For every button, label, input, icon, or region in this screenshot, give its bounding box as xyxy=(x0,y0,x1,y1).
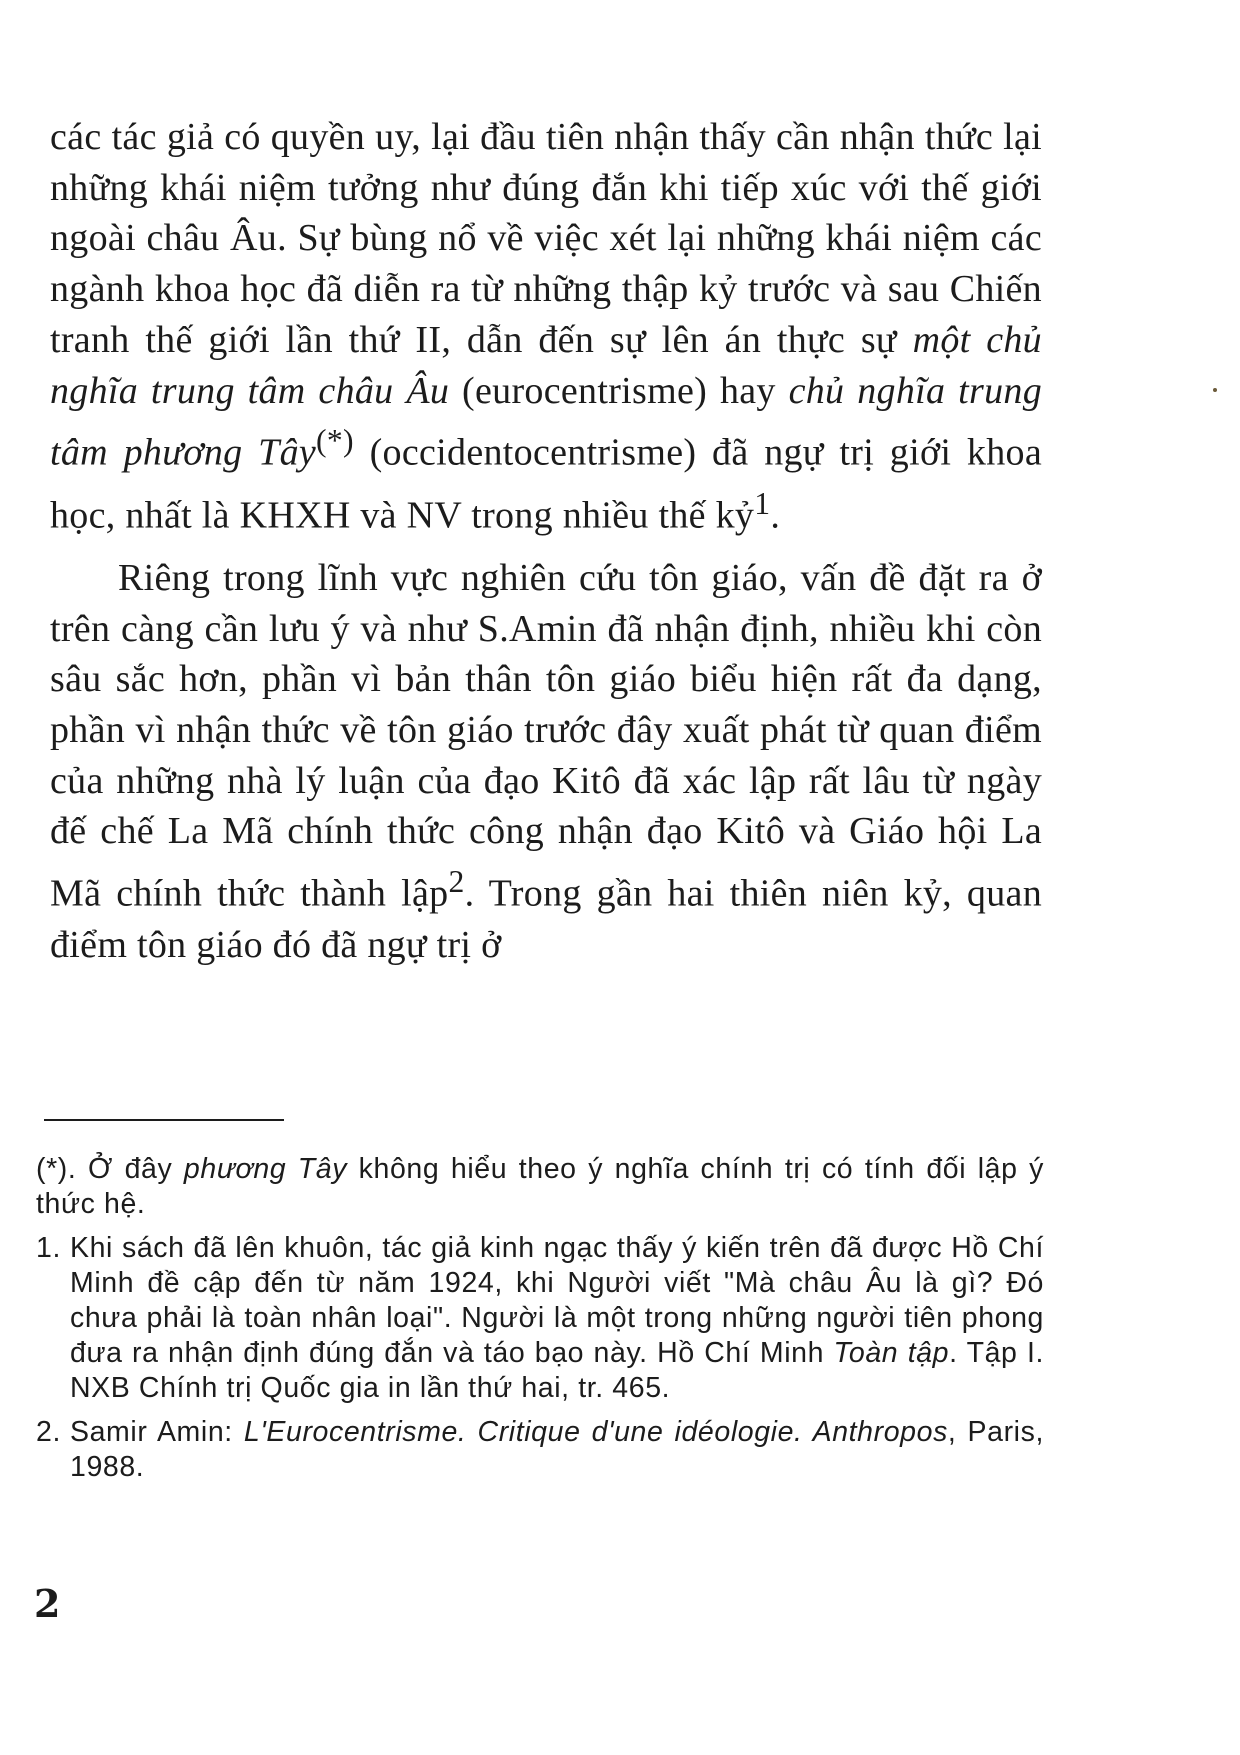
footnote-1-text-a: Khi sách đã lên khuôn, tác giả kinh ngạc thấy ý kiến trên đã được Hồ Chí Minh đề cập đến từ năm 1924, khi Người viết "Mà châu Âu là gì? Đó chưa phải là toàn nhân loại". Người là một trong những người tiên phong đưa ra nhận định đúng đắn và táo bạo này. Hồ Chí Minh xyxy=(70,1232,1044,1369)
footnote-star-term: phương Tây xyxy=(183,1153,348,1185)
paragraph-2-text-b: . Trong gần hai thiên niên kỷ, quan điểm tôn giáo đó đã ngự trị ở xyxy=(50,872,1042,966)
footnote-2-text-a: Samir Amin: xyxy=(70,1416,244,1448)
paragraph-1-text-c: (occidentocentrisme) đã ngự trị giới khoa học, nhất là KHXH và NV trong nhiều thế kỷ xyxy=(50,431,1042,537)
paragraph-1-text-end: . xyxy=(770,494,781,537)
paragraph-1-text-a: các tác giả có quyền uy, lại đầu tiên nhận thấy cần nhận thức lại những khái niệm tưởng như đúng đắn khi tiếp xúc với thế giới ngoài châu Âu. Sự bùng nổ về việc xét lại những khái niệm các ngành khoa học đã diễn ra từ những thập kỷ trước và sau Chiến tranh thế giới lần thứ II, dẫn đến sự lên án thực sự xyxy=(50,116,1042,361)
footnote-star-text-a: Ở đây xyxy=(76,1153,184,1185)
main-text xyxy=(50,112,1042,970)
footnote-star-text-b: không hiểu theo ý nghĩa chính trị có tính đối lập ý thức hệ. xyxy=(36,1153,1044,1220)
footnote-2-mark: 2. xyxy=(36,1416,61,1448)
footnote-ref-1: 1 xyxy=(754,485,771,521)
footnotes xyxy=(36,1152,1044,1494)
footnote-star xyxy=(36,1152,1044,1222)
page-number: 2 xyxy=(34,1581,61,1626)
footnote-1-mark: 1. xyxy=(36,1232,61,1264)
term-occidentocentrism: chủ nghĩa trung tâm phương Tây xyxy=(50,369,1042,474)
paragraph-1-text-b: (eurocentrisme) hay xyxy=(462,369,776,412)
footnote-1 xyxy=(36,1231,1044,1406)
term-eurocentrism: một chủ nghĩa trung tâm châu Âu xyxy=(50,318,1042,412)
paragraph-2-text-a: Riêng trong lĩnh vực nghiên cứu tôn giáo, vấn đề đặt ra ở trên càng cần lưu ý và như S.Amin đã nhận định, nhiều khi còn sâu sắc hơn, phần vì bản thân tôn giáo biểu hiện rất đa dạng, phần vì nhận thức về tôn giáo trước đây xuất phát từ quan điểm của những nhà lý luận của đạo Kitô đã xác lập rất lâu từ ngày đế chế La Mã chính thức công nhận đạo Kitô và Giáo hội La Mã chính thức thành lập xyxy=(50,556,1042,915)
footnote-ref-2: 2 xyxy=(448,864,465,900)
footnote-2-text-b: , Paris, 1988. xyxy=(70,1416,1044,1483)
footnote-divider xyxy=(44,1119,284,1121)
footnote-star-mark: (*). xyxy=(36,1153,77,1185)
paper-speck xyxy=(1213,388,1217,392)
footnote-2-title: L'Eurocentrisme. Critique d'une idéologie. Anthropos xyxy=(243,1416,948,1448)
paragraph-2 xyxy=(50,553,1042,970)
footnote-1-title: Toàn tập xyxy=(833,1337,950,1369)
footnote-2 xyxy=(36,1415,1044,1485)
footnote-ref-star: (*) xyxy=(316,423,354,459)
paragraph-1 xyxy=(50,112,1042,541)
footnote-1-text-b: . Tập I. NXB Chính trị Quốc gia in lần thứ hai, tr. 465. xyxy=(70,1337,1044,1404)
